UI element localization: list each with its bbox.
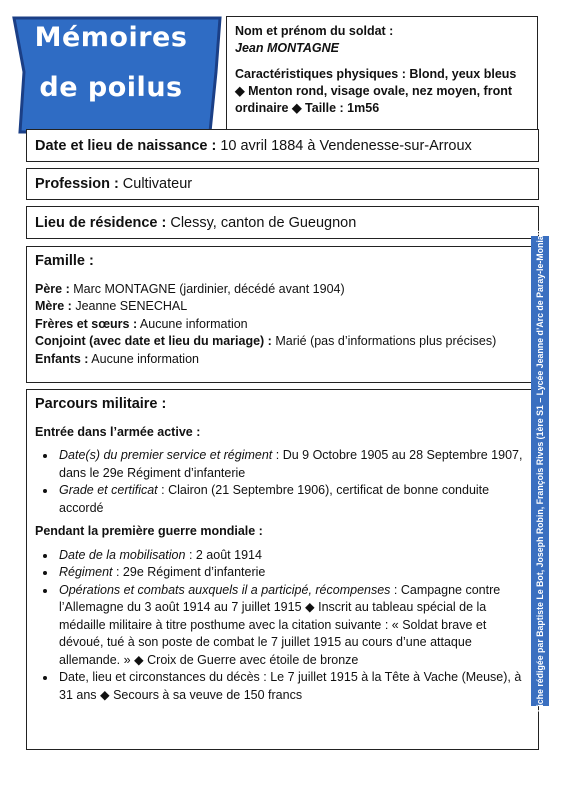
birth-value: 10 avril 1884 à Vendenesse-sur-Arroux (220, 137, 472, 154)
list-item: • Opérations et combats auxquels il a participé, récompenses : Campagne contre l’Allemagne du 3 août 1914 au 7 juillet 1915 ◆ Inscrit au tableau spécial de la médaille militaire à titre posthume avec la citation suivante : « Soldat brave et dévoué, tué à son poste de combat le 7 juillet 1915 au cours d’une attaque allemande. » ◆ Croix de Guerre avec étoile de bronze (57, 582, 530, 670)
list-item: • Grade et certificat : Clairon (21 Septembre 1906), certificat de bonne conduite accordé (57, 482, 530, 517)
soldier-info-box (226, 16, 538, 147)
birth-row (26, 129, 539, 162)
side-credit-text: Fiche rédigée par Baptiste Le Bot, Joseph Robin, François Rives (1ère S1 – Lycée Jeanne d’Arc de Paray-le-Monial) (535, 229, 545, 713)
ww1-title: Pendant la première guerre mondiale : (35, 524, 263, 538)
list-item: • Date(s) du premier service et régiment : Du 9 Octobre 1905 au 28 Septembre 1907, dans le 29e Régiment d’infanterie (57, 447, 530, 482)
logo-title-line1: Mémoires (34, 22, 188, 53)
family-row: Conjoint (avec date et lieu du mariage) : Marié (pas d’informations plus précises) (35, 334, 497, 348)
profession-row (26, 168, 539, 200)
residence-row (26, 206, 539, 239)
family-row: Enfants : Aucune information (35, 351, 199, 366)
birth-label: Date et lieu de naissance : (35, 137, 217, 154)
family-row: Mère : Jeanne SENECHAL (35, 299, 188, 313)
logo-title-line2: de poilus (39, 72, 183, 103)
physical-value: Blond, yeux bleus ◆ Menton rond, visage ovale, nez moyen, front ordinaire ◆ Taille : 1m56 (235, 67, 517, 115)
military-title: Parcours militaire : (35, 396, 167, 412)
physical-label: Caractéristiques physiques : (235, 67, 406, 81)
list-item: • Date, lieu et circonstances du décès : Le 7 juillet 1915 à la Tête à Vache (Meuse), à 31 ans ◆ Secours à sa veuve de 150 francs (57, 669, 530, 704)
residence-value: Clessy, canton de Gueugnon (170, 214, 357, 231)
active-service-title: Entrée dans l’armée active : (35, 424, 201, 439)
list-item: • Régiment : 29e Régiment d’infanterie (57, 564, 530, 582)
list-item: • Date de la mobilisation : 2 août 1914 (57, 547, 530, 565)
profession-value: Cultivateur (122, 176, 193, 192)
family-row: Père : Marc MONTAGNE (jardinier, décédé avant 1904) (35, 281, 345, 296)
residence-label: Lieu de résidence : (35, 214, 167, 231)
soldier-name: Jean MONTAGNE (235, 41, 339, 55)
physical-characteristics (235, 66, 529, 117)
family-row: Frères et sœurs : Aucune information (35, 316, 248, 331)
soldier-name-label: Nom et prénom du soldat : (235, 24, 394, 38)
ww1-list (35, 547, 530, 705)
active-service-list (35, 447, 530, 517)
military-section (26, 389, 539, 750)
family-section (26, 246, 539, 383)
family-title: Famille : (35, 253, 94, 269)
profession-label: Profession : (35, 176, 119, 192)
